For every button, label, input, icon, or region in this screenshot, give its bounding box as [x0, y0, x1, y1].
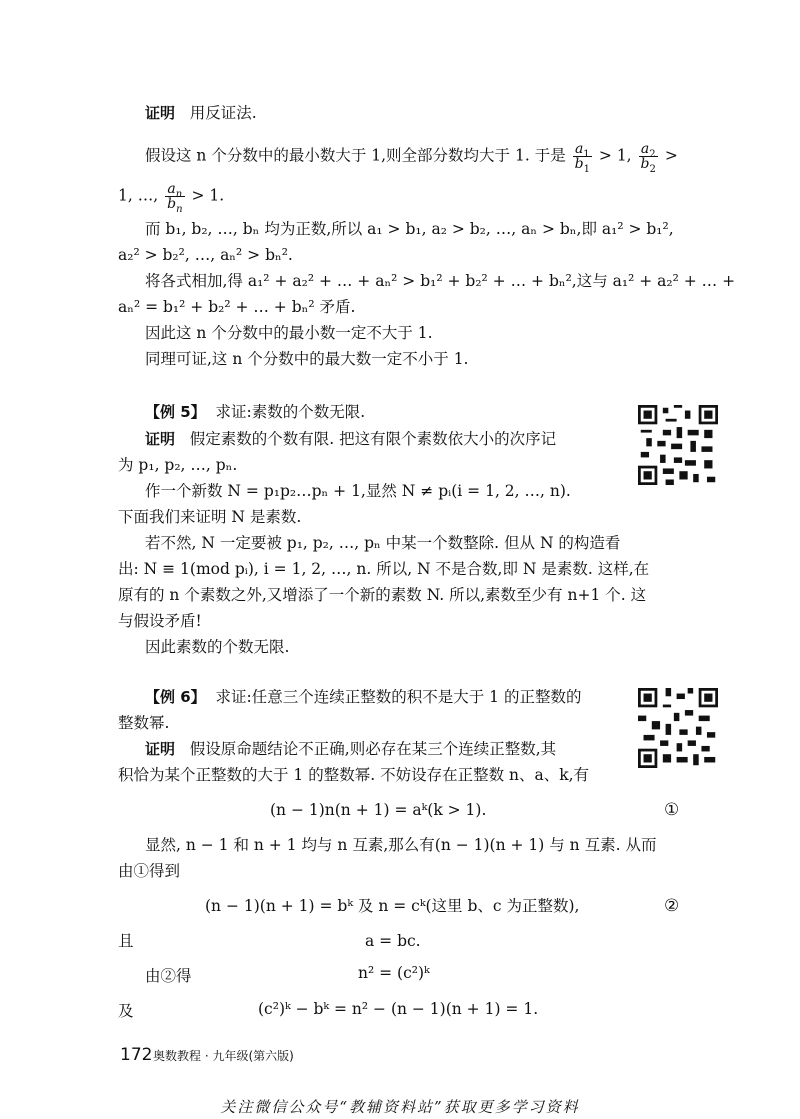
qr-code-icon	[638, 688, 718, 768]
equation-5: (c²)ᵏ − bᵏ = n² − (n − 1)(n + 1) = 1.	[258, 1000, 539, 1018]
example-problem: 求证:素数的个数无限.	[215, 403, 366, 421]
book-title: 奥数教程 · 九年级(第六版)	[153, 1049, 294, 1063]
proof-paragraph-intro	[145, 102, 257, 124]
proof-line: 若不然, N 一定要被 p₁, p₂, …, pₙ 中某一个数整除. 但从 N 的构造看	[145, 534, 621, 552]
example-5-heading	[145, 401, 365, 423]
proof-label: 证明	[145, 430, 176, 448]
proof-line	[145, 428, 556, 450]
proof-line: a₂² > b₂², …, aₙ² > bₙ².	[118, 246, 293, 264]
continuation-text: 1, …,	[118, 186, 159, 205]
example-6-heading	[145, 686, 581, 708]
example-problem-cont: 整数幂.	[118, 714, 170, 732]
proof-line: 作一个新数 N = p₁p₂…pₙ + 1,显然 N ≠ pᵢ(i = 1, 2, …, n).	[145, 482, 571, 500]
proof-text: 假定素数的个数有限. 把这有限个素数依大小的次序记	[189, 430, 557, 448]
proof-line: 原有的 n 个素数之外,又增添了一个新的素数 N. 所以,素数至少有 n+1 个. 这	[118, 586, 647, 604]
assumption-text: 假设这 n 个分数中的最小数大于 1,则全部分数均大于 1. 于是	[145, 146, 566, 165]
proof-label: 证明	[145, 104, 176, 122]
equation-2: (n − 1)(n + 1) = bᵏ 及 n = cᵏ(这里 b、c 为正整数),	[205, 897, 580, 915]
equation-tag-1: ①	[664, 800, 680, 820]
from-label: 由②得	[145, 967, 192, 985]
proof-line: 为 p₁, p₂, …, pₙ.	[118, 456, 238, 474]
proof-line-assumption: 假设这 n 个分数中的最小数大于 1,则全部分数均大于 1. 于是 $\frac{a_1}{b_1}$ > 1, $\frac{a_2}{b_2}$ >	[145, 141, 678, 175]
proof-line: 下面我们来证明 N 是素数.	[118, 508, 302, 526]
proof-line: 显然, n − 1 和 n + 1 均与 n 互素,那么有(n − 1)(n + 1) 与 n 互素. 从而	[145, 836, 657, 854]
proof-line-continuation: 1, …, $\frac{a_n}{b_n}$ > 1.	[118, 181, 225, 215]
example-label: 【例 6】	[145, 688, 206, 706]
equation-tag-2: ②	[664, 896, 680, 916]
proof-line: 积恰为某个正整数的大于 1 的整数幂. 不妨设存在正整数 n、a、k,有	[118, 766, 590, 784]
proof-line: 出: N ≡ 1(mod pᵢ), i = 1, 2, …, n. 所以, N 不是合数,即 N 是素数. 这样,在	[118, 560, 650, 578]
qr-code-icon	[638, 405, 718, 485]
proof-line	[145, 738, 556, 760]
proof-line: aₙ² = b₁² + b₂² + … + bₙ² 矛盾.	[118, 298, 356, 316]
page-number: 172	[120, 1045, 153, 1065]
equation-3: a = bc.	[365, 932, 421, 950]
proof-line: 而 b₁, b₂, …, bₙ 均为正数,所以 a₁ > b₁, a₂ > b₂, …, aₙ > bₙ,即 a₁² > b₁²,	[145, 220, 674, 238]
example-problem: 求证:任意三个连续正整数的积不是大于 1 的正整数的	[215, 688, 582, 706]
equation-4: n² = (c²)ᵏ	[358, 964, 430, 982]
proof-intro-text: 用反证法.	[189, 104, 257, 122]
promo-banner: 关注微信公众号“教辅资料站”获取更多学习资料	[220, 1098, 580, 1116]
proof-text: 假设原命题结论不正确,则必存在某三个连续正整数,其	[189, 740, 557, 758]
fraction-a1-b1: $\frac{a_1}{b_1}$	[574, 141, 590, 175]
fraction-an-bn: $\frac{a_n}{b_n}$	[167, 181, 183, 215]
proof-line: 同理可证,这 n 个分数中的最大数一定不小于 1.	[145, 350, 469, 368]
proof-line: 将各式相加,得 a₁² + a₂² + … + aₙ² > b₁² + b₂² + … + bₙ²,这与 a₁² + a₂² + … +	[145, 272, 736, 290]
example-label: 【例 5】	[145, 403, 206, 421]
also-label: 及	[118, 1002, 134, 1020]
and-label: 且	[118, 932, 134, 950]
proof-line: 与假设矛盾!	[118, 612, 202, 630]
equation-1: (n − 1)n(n + 1) = aᵏ(k > 1).	[270, 801, 487, 819]
fraction-a2-b2: $\frac{a_2}{b_2}$	[640, 141, 656, 175]
proof-label: 证明	[145, 740, 176, 758]
proof-line: 因此素数的个数无限.	[145, 638, 290, 656]
proof-line: 因此这 n 个分数中的最小数一定不大于 1.	[145, 324, 433, 342]
proof-line: 由①得到	[118, 862, 181, 880]
